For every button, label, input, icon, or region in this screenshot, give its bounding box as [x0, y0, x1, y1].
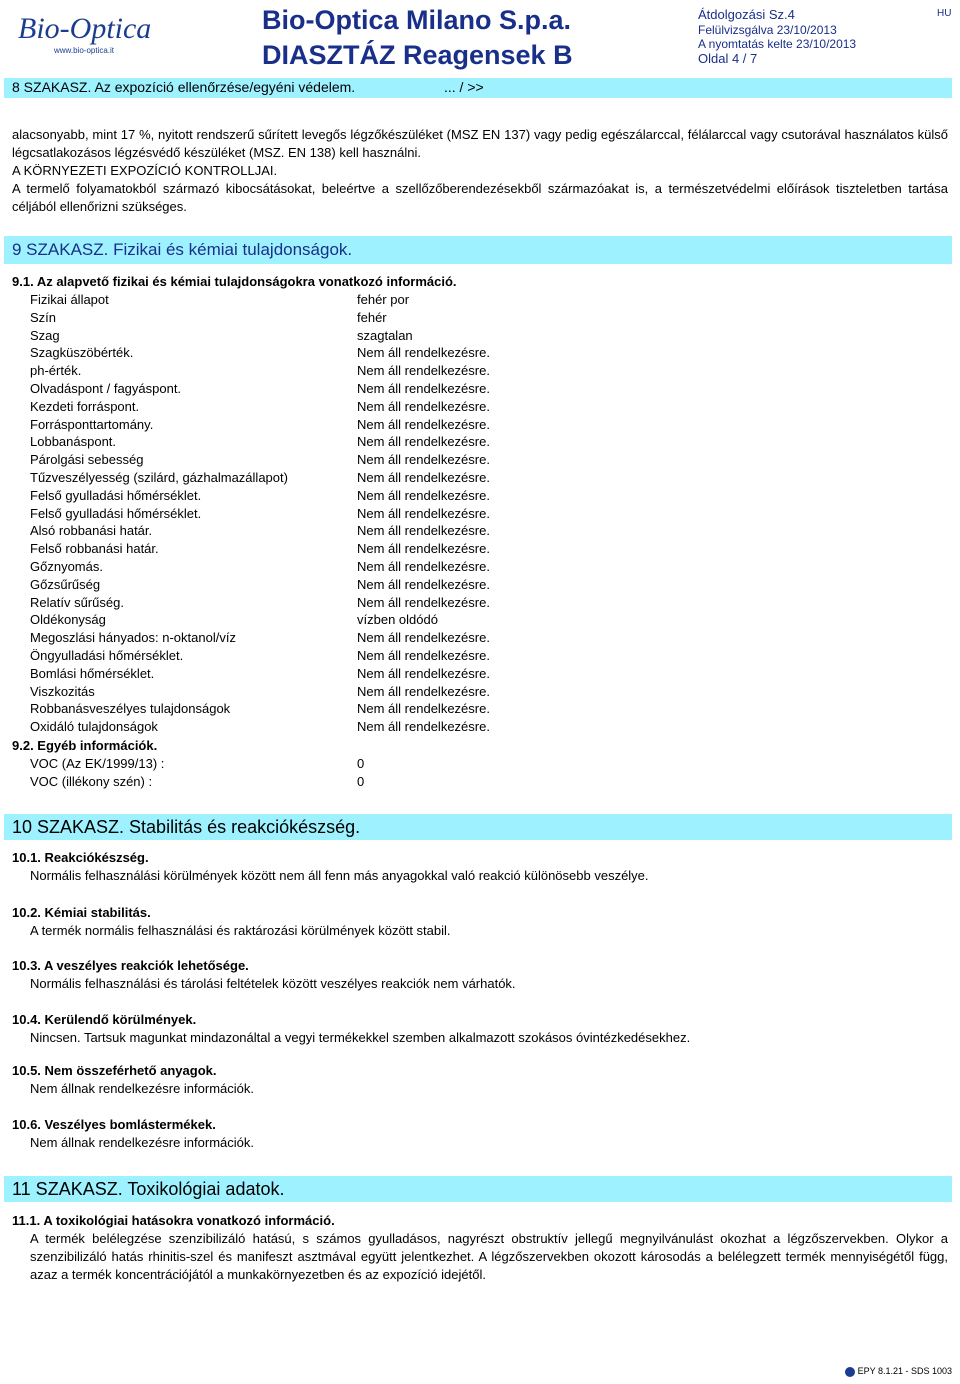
section-9-header [4, 236, 952, 264]
property-label: Kezdeti forráspont. [30, 399, 140, 414]
footer-text: EPY 8.1.21 - SDS 1003 [857, 1366, 952, 1376]
logo-text: Bio-Optica [18, 12, 152, 45]
subsection-10-heading: 10.5. Nem összeférhető anyagok. [12, 1063, 217, 1078]
section-11-title: 11 SZAKASZ. Toxikológiai adatok. [12, 1179, 285, 1199]
subsection-10-text: Nem állnak rendelkezésre információk. [30, 1135, 254, 1150]
subsection-10-heading: 10.1. Reakciókészség. [12, 850, 149, 865]
voc-carbon-value: 0 [357, 774, 365, 789]
section-10-title: 10 SZAKASZ. Stabilitás és reakciókészség. [12, 817, 361, 837]
property-label: Alsó robbanási határ. [30, 523, 153, 538]
subsection-11-1-heading: 11.1. A toxikológiai hatásokra vonatkozó információ. [12, 1213, 335, 1228]
subsection-10-heading: 10.4. Kerülendő körülmények. [12, 1012, 197, 1027]
revision-number: Átdolgozási Sz.4 [698, 7, 795, 22]
property-value: Nem áll rendelkezésre. [357, 559, 490, 574]
language-code: HU [937, 8, 952, 19]
property-value: Nem áll rendelkezésre. [357, 470, 490, 485]
property-value: Nem áll rendelkezésre. [357, 488, 490, 503]
property-label: Fizikai állapot [30, 292, 109, 307]
property-label: Szagküszöbérték. [30, 345, 134, 360]
property-value: Nem áll rendelkezésre. [357, 452, 490, 467]
respirator-paragraph: alacsonyabb, mint 17 %, nyitott rendszerű sűrített levegős légzőkészüléket (MSZ EN 137) vagy pedig egészálarccal, félálarccal vagy csutorával használatos külső légcsatlakozásos légzésvédő készüléket (MSZ. EN 138) kell használni. [12, 127, 948, 160]
property-label: Felső gyulladási hőmérséklet. [30, 506, 202, 521]
property-value: Nem áll rendelkezésre. [357, 648, 490, 663]
footer-code [845, 1366, 952, 1377]
property-label: Gőzsűrűség [30, 577, 101, 592]
property-label: Felső robbanási határ. [30, 541, 159, 556]
property-label: Lobbanáspont. [30, 434, 117, 449]
print-date: A nyomtatás kelte 23/10/2013 [698, 37, 857, 51]
subsection-10-text: A termék normális felhasználási és raktározási körülmények között stabil. [30, 923, 451, 938]
document-meta [698, 7, 856, 67]
property-value: Nem áll rendelkezésre. [357, 684, 490, 699]
subsection-10-heading: 10.2. Kémiai stabilitás. [12, 905, 151, 920]
environmental-controls-heading: A KÖRNYEZETI EXPOZÍCIÓ KONTROLLJAI. [12, 163, 278, 178]
property-value: Nem áll rendelkezésre. [357, 399, 490, 414]
document-header [0, 0, 960, 100]
property-label: Szag [30, 328, 60, 343]
property-label: Robbanásveszélyes tulajdonságok [30, 701, 231, 716]
property-label: Felső gyulladási hőmérséklet. [30, 488, 202, 503]
section-11-header [4, 1176, 952, 1202]
property-label: Olvadáspont / fagyáspont. [30, 381, 182, 396]
property-value: Nem áll rendelkezésre. [357, 666, 490, 681]
property-value: Nem áll rendelkezésre. [357, 417, 490, 432]
subsection-10-text: Nincsen. Tartsuk magunkat mindazonáltal a vegyi termékekkel szemben alkalmazott szokásos óvintézkedésekhez. [30, 1030, 691, 1045]
property-value: fehér [357, 310, 387, 325]
property-label: Relatív sűrűség. [30, 595, 124, 610]
property-value: Nem áll rendelkezésre. [357, 595, 490, 610]
subsection-10-heading: 10.3. A veszélyes reakciók lehetősége. [12, 958, 249, 973]
subsection-9-1-heading: 9.1. Az alapvető fizikai és kémiai tulajdonságokra vonatkozó információ. [12, 274, 457, 289]
product-name: DIASZTÁZ Reagensek B [262, 40, 573, 70]
property-value: Nem áll rendelkezésre. [357, 434, 490, 449]
voc-ec-label: VOC (Az EK/1999/13) : [30, 756, 165, 771]
property-label: Tűzveszélyesség (szilárd, gázhalmazállapot) [30, 470, 288, 485]
subsection-10-heading: 10.6. Veszélyes bomlástermékek. [12, 1117, 216, 1132]
toxicology-text: A termék belélegzése szenzibilizáló hatású, s számos gyulladásos, nagyrészt obstruktív jellegű megnyilvánulást okozhat a légzőszervekben. Olykor a szenzibilizáló hatás rhinitis-szel és manifeszt asztmával együtt jelentkezhet. A légzőszervekben okozott károsodás a belélegzett termék mennyiségétől függ, azaz a termék koncentrációjától a munkakörnyezetben és az expozíció idejétől. [30, 1231, 948, 1282]
subsection-10-text: Normális felhasználási és tárolási feltételek között veszélyes reakciók nem várhatók. [30, 976, 516, 991]
property-label: Szín [30, 310, 57, 325]
property-label: Forrásponttartomány. [30, 417, 154, 432]
property-label: Párolgási sebesség [30, 452, 144, 467]
environmental-controls-text: A termelő folyamatokból származó kibocsátásokat, beleértve a szellőzőberendezésekből származóakat is, a természetvédelmi előírások tiszteletben tartása céljából ellenőrizni szükséges. [12, 181, 948, 214]
voc-carbon-label: VOC (illékony szén) : [30, 774, 153, 789]
property-label: Gőznyomás. [30, 559, 103, 574]
continued-section-bar [4, 78, 952, 98]
property-value: Nem áll rendelkezésre. [357, 523, 490, 538]
section-9-title: 9 SZAKASZ. Fizikai és kémiai tulajdonságok. [12, 240, 353, 259]
review-date: Felülvizsgálva 23/10/2013 [698, 23, 837, 37]
section-10-header [4, 814, 952, 840]
property-label: Megoszlási hányados: n-oktanol/víz [30, 630, 236, 645]
property-label: Öngyulladási hőmérséklet. [30, 648, 184, 663]
property-value: Nem áll rendelkezésre. [357, 719, 490, 734]
property-value: Nem áll rendelkezésre. [357, 630, 490, 645]
property-value: Nem áll rendelkezésre. [357, 381, 490, 396]
property-value: Nem áll rendelkezésre. [357, 701, 490, 716]
property-value: Nem áll rendelkezésre. [357, 345, 490, 360]
subsection-10-text: Normális felhasználási körülmények között nem áll fenn más anyagokkal való reakció különösebb veszélye. [30, 868, 649, 883]
property-value: vízben oldódó [357, 612, 438, 627]
company-name: Bio-Optica Milano S.p.a. [262, 5, 572, 35]
company-logo [18, 14, 178, 62]
voc-ec-value: 0 [357, 756, 365, 771]
property-value: szagtalan [357, 328, 413, 343]
property-value: Nem áll rendelkezésre. [357, 506, 490, 521]
subsection-10-text: Nem állnak rendelkezésre információk. [30, 1081, 254, 1096]
continued-marker: ... / >> [444, 79, 484, 95]
page-number: Oldal 4 / 7 [698, 51, 758, 66]
continued-section-title: 8 SZAKASZ. Az expozíció ellenőrzése/egyéni védelem. [12, 79, 356, 95]
logo-url: www.bio-optica.it [54, 46, 115, 55]
property-value: Nem áll rendelkezésre. [357, 363, 490, 378]
property-label: Oxidáló tulajdonságok [30, 719, 158, 734]
property-label: Viszkozitás [30, 684, 95, 699]
property-label: Oldékonyság [30, 612, 106, 627]
subsection-9-2-heading: 9.2. Egyéb információk. [12, 738, 158, 753]
property-label: Bomlási hőmérséklet. [30, 666, 155, 681]
property-value: fehér por [357, 292, 410, 307]
logo-mark-icon [845, 1367, 855, 1377]
property-value: Nem áll rendelkezésre. [357, 541, 490, 556]
property-label: ph-érték. [30, 363, 82, 378]
property-value: Nem áll rendelkezésre. [357, 577, 490, 592]
